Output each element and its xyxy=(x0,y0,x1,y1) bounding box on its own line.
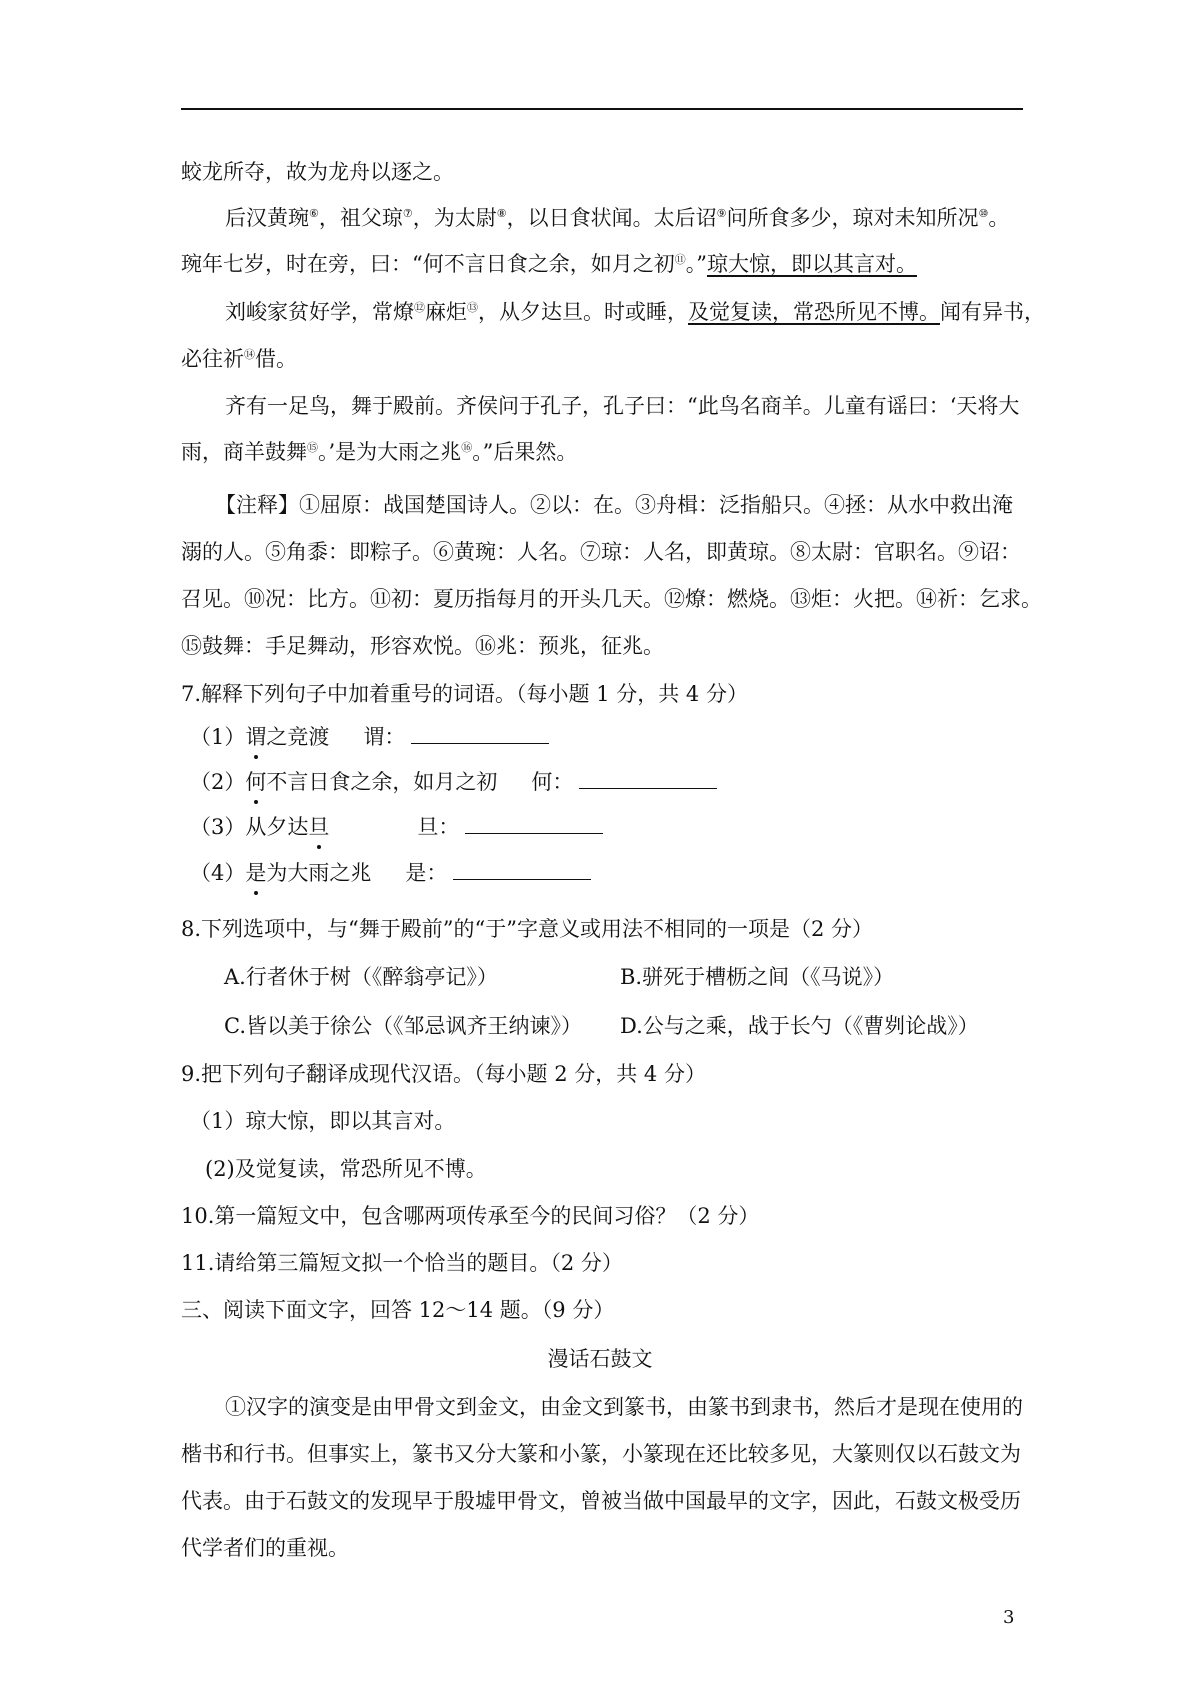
text-line: 刘峻家贫好学，常燎⑫麻炬⑬，从夕达旦。时或睡，及觉复读，常恐所见不博。闻有异书， xyxy=(225,300,1045,324)
text-line: 雨，商羊鼓舞⑮。’是为大雨之兆⑯。”后果然。 xyxy=(181,440,578,464)
answer-blank[interactable] xyxy=(465,813,603,834)
question-10: 10.第一篇短文中，包含哪两项传承至今的民间习俗？（2 分） xyxy=(181,1204,760,1228)
q7-item: （2）何不言日食之余，如月之初 何： xyxy=(190,767,717,797)
emphasis-char: 谓 xyxy=(245,722,266,752)
text-line: 琬年七岁，时在旁，曰：“何不言日食之余，如月之初⑪。”琼大惊，即以其言对。 xyxy=(181,252,917,276)
section-3-heading: 三、阅读下面文字，回答 12～14 题。（9 分） xyxy=(181,1298,615,1322)
notes-line: 【注释】①屈原：战国楚国诗人。②以：在。③舟楫：泛指船只。④拯：从水中救出淹 xyxy=(215,493,1013,517)
emphasis-char: 何 xyxy=(245,767,266,797)
answer-blank[interactable] xyxy=(411,723,549,744)
text-line: 齐有一足鸟，舞于殿前。齐侯问于孔子，孔子曰：“此鸟名商羊。儿童有谣曰：‘天将大 xyxy=(225,394,1020,418)
question-9-title: 9.把下列句子翻译成现代汉语。（每小题 2 分，共 4 分） xyxy=(181,1062,706,1086)
option-c[interactable]: C.皆以美于徐公（《邹忌讽齐王纳谏》） xyxy=(224,1014,582,1038)
answer-blank[interactable] xyxy=(453,859,591,880)
article-title: 漫话石鼓文 xyxy=(547,1347,653,1371)
page-number: 3 xyxy=(1003,1607,1015,1628)
q7-item: （1）谓之竞渡 谓： xyxy=(190,722,549,752)
text-line: 后汉黄琬⑥，祖父琼⑦，为太尉⑧，以日食状闻。太后诏⑨问所食多少，琼对未知所况⑩。 xyxy=(225,206,1010,230)
option-b[interactable]: B.骈死于槽枥之间（《马说》） xyxy=(620,965,895,989)
emphasis-char: 旦 xyxy=(308,812,329,842)
q9-item: (2)及觉复读，常恐所见不博。 xyxy=(205,1157,487,1181)
question-8-title: 8.下列选项中，与“舞于殿前”的“于”字意义或用法不相同的一项是（2 分） xyxy=(181,917,874,941)
option-a[interactable]: A.行者休于树（《醉翁亭记》） xyxy=(224,965,498,989)
header-rule xyxy=(181,108,1023,110)
option-d[interactable]: D.公与之乘，战于长勺（《曹刿论战》） xyxy=(620,1014,979,1038)
answer-blank[interactable] xyxy=(579,768,717,789)
text-line: 蛟龙所夺，故为龙舟以逐之。 xyxy=(181,160,454,184)
q9-item: （1）琼大惊，即以其言对。 xyxy=(190,1109,456,1133)
text-line: 必往祈⑭借。 xyxy=(181,347,297,371)
q7-item: （3）从夕达旦 旦： xyxy=(190,812,603,842)
emphasis-char: 是 xyxy=(245,858,266,888)
notes-line: 召见。⑩况：比方。⑪初：夏历指每月的开头几天。⑫燎：燃烧。⑬炬：火把。⑭祈：乞求。 xyxy=(181,587,1042,611)
q7-item: （4）是为大雨之兆 是： xyxy=(190,858,591,888)
underlined-sentence: 及觉复读，常恐所见不博。 xyxy=(688,300,940,324)
underlined-sentence: 琼大惊，即以其言对。 xyxy=(706,252,917,276)
article-line: ①汉字的演变是由甲骨文到金文，由金文到篆书，由篆书到隶书，然后才是现在使用的 xyxy=(225,1395,1023,1419)
article-line: 代学者们的重视。 xyxy=(181,1536,349,1560)
question-11: 11.请给第三篇短文拟一个恰当的题目。（2 分） xyxy=(181,1251,623,1275)
notes-line: 溺的人。⑤角黍：即粽子。⑥黄琬：人名。⑦琼：人名，即黄琼。⑧太尉：官职名。⑨诏： xyxy=(181,540,1021,564)
question-7-title: 7.解释下列句子中加着重号的词语。（每小题 1 分，共 4 分） xyxy=(181,682,748,706)
article-line: 代表。由于石鼓文的发现早于殷墟甲骨文，曾被当做中国最早的文字，因此，石鼓文极受历 xyxy=(181,1489,1021,1513)
notes-line: ⑮鼓舞：手足舞动，形容欢悦。⑯兆：预兆，征兆。 xyxy=(181,634,664,658)
article-line: 楷书和行书。但事实上，篆书又分大篆和小篆，小篆现在还比较多见，大篆则仅以石鼓文为 xyxy=(181,1442,1021,1466)
